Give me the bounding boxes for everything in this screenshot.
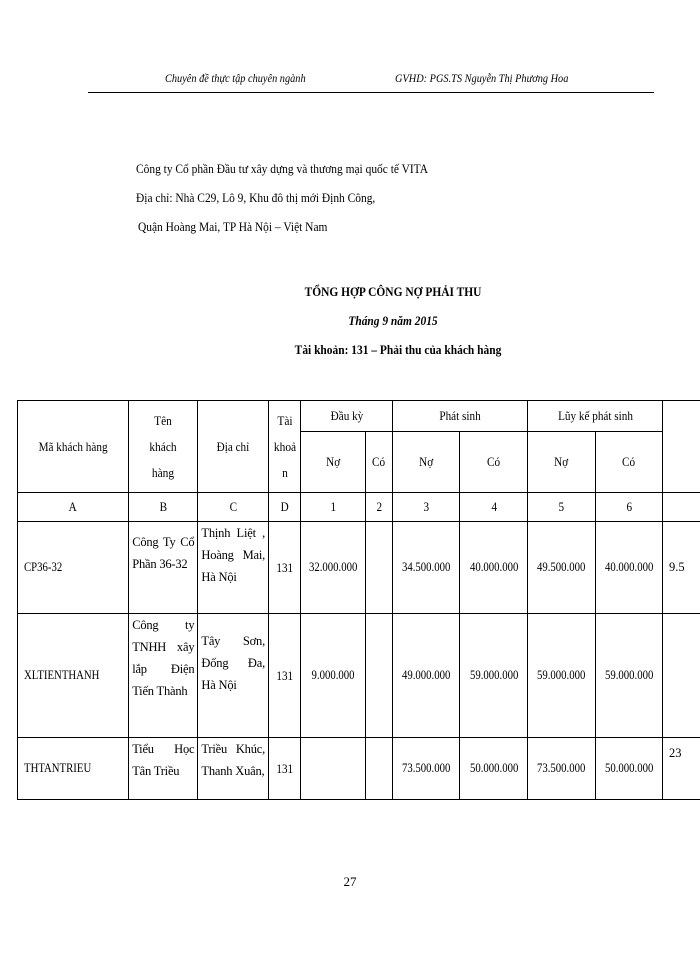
row-customer-code: THTANTRIEU [18, 738, 129, 800]
header-customer-code: Mã khách hàng [18, 401, 129, 493]
row-cum-credit: 59.000.000 [595, 614, 662, 738]
row-arise-debit: 34.500.000 [393, 522, 460, 614]
header-rule [88, 92, 654, 93]
table-row [18, 738, 700, 800]
code-cell: D [269, 493, 301, 522]
header-cumulative: Lũy kế phát sinh [528, 401, 663, 432]
header-overflow [663, 401, 700, 493]
row-open-credit [365, 614, 392, 738]
header-arise-debit: Nợ [393, 432, 460, 493]
report-account: Tài khoản: 131 – Phải thu của khách hàng [294, 342, 502, 357]
row-address: Triều Khúc, Thanh Xuân, [198, 738, 269, 800]
row-customer-code: XLTIENTHANH [18, 614, 129, 738]
table-row [18, 522, 700, 614]
header-arising: Phát sinh [393, 401, 528, 432]
row-customer-code: CP36-32 [18, 522, 129, 614]
row-arise-debit: 73.500.000 [393, 738, 460, 800]
row-account: 131 [269, 738, 301, 800]
header-cum-credit: Có [595, 432, 662, 493]
row-arise-credit: 59.000.000 [460, 614, 528, 738]
header-cum-debit: Nợ [528, 432, 595, 493]
row-overflow: 23 [663, 738, 700, 800]
row-cum-debit: 49.500.000 [528, 522, 595, 614]
header-open-credit: Có [365, 432, 392, 493]
code-cell: 2 [365, 493, 392, 522]
company-name: Công ty Cổ phần Đầu tư xây dựng và thương mại quốc tế VITA [136, 161, 429, 176]
row-cum-credit: 50.000.000 [595, 738, 662, 800]
row-open-credit [365, 738, 392, 800]
header-opening: Đầu kỳ [301, 401, 393, 432]
header-open-debit: Nợ [301, 432, 366, 493]
row-arise-debit: 49.000.000 [393, 614, 460, 738]
row-address: Tây Sơn, Đống Đa, Hà Nội [198, 614, 269, 738]
code-cell-overflow [663, 493, 700, 522]
report-period: Tháng 9 năm 2015 [348, 313, 438, 328]
row-overflow [663, 614, 700, 738]
header-account: Tài khoản [269, 401, 301, 493]
row-open-debit: 9.000.000 [301, 614, 366, 738]
row-account: 131 [269, 614, 301, 738]
row-overflow: 9.5 [663, 522, 700, 614]
row-arise-credit: 40.000.000 [460, 522, 528, 614]
receivables-table [17, 400, 700, 800]
code-cell: 1 [301, 493, 366, 522]
table-row [18, 614, 700, 738]
company-address-line1: Địa chỉ: Nhà C29, Lô 9, Khu đô thị mới Định Công, [136, 190, 376, 205]
row-cum-debit: 59.000.000 [528, 614, 595, 738]
code-cell: 5 [528, 493, 595, 522]
code-cell: B [129, 493, 198, 522]
code-cell: 3 [393, 493, 460, 522]
header-row-1 [18, 401, 700, 432]
row-address: Thịnh Liệt , Hoàng Mai, Hà Nội [198, 522, 269, 614]
code-cell: A [18, 493, 129, 522]
code-cell: 6 [595, 493, 662, 522]
row-customer-name: Công ty TNHH xây lắp Điện Tiến Thành [129, 614, 198, 738]
code-cell: 4 [460, 493, 528, 522]
row-open-debit [301, 738, 366, 800]
column-code-row [18, 493, 700, 522]
header-customer-name: Tên khách hàng [129, 401, 198, 493]
row-arise-credit: 50.000.000 [460, 738, 528, 800]
row-account: 131 [269, 522, 301, 614]
header-right-text: GVHD: PGS.TS Nguyễn Thị Phương Hoa [395, 71, 569, 85]
code-cell: C [198, 493, 269, 522]
row-cum-debit: 73.500.000 [528, 738, 595, 800]
page-number: 27 [343, 874, 357, 889]
row-customer-name: Công Ty Cổ Phần 36-32 [129, 522, 198, 614]
header-arise-credit: Có [460, 432, 528, 493]
report-title: TỔNG HỢP CÔNG NỢ PHẢI THU [304, 284, 482, 299]
row-customer-name: Tiểu Học Tân Triều [129, 738, 198, 800]
row-open-credit [365, 522, 392, 614]
header-address: Địa chỉ [198, 401, 269, 493]
company-address-line2: Quận Hoàng Mai, TP Hà Nội – Việt Nam [138, 219, 328, 234]
header-left-text: Chuyên đề thực tập chuyên ngành [165, 71, 306, 85]
row-open-debit: 32.000.000 [301, 522, 366, 614]
row-cum-credit: 40.000.000 [595, 522, 662, 614]
